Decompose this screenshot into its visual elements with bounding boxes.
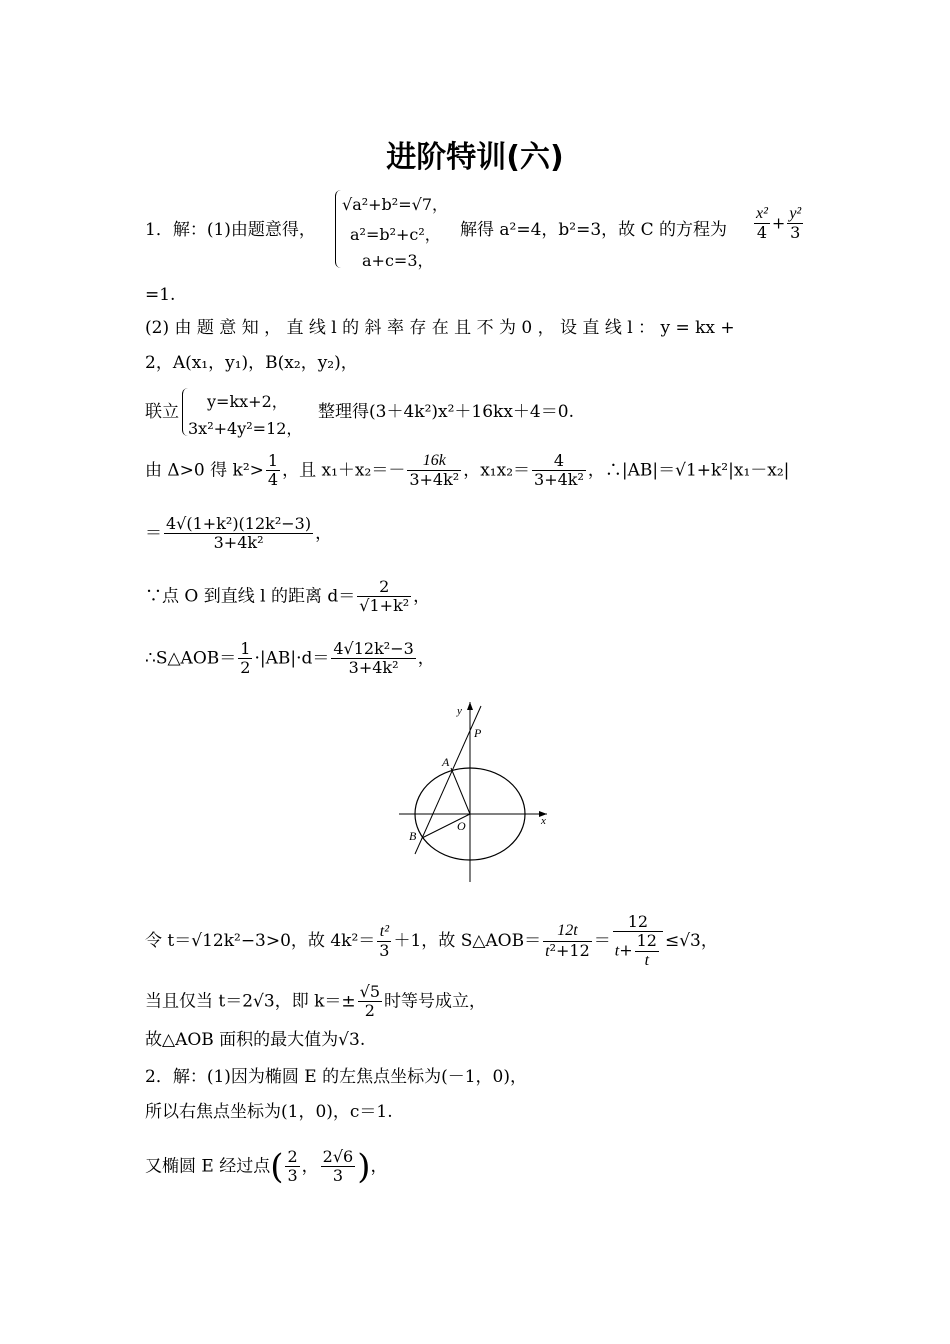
distance-line: ∵点 O 到直线 l 的距离 d＝ $\frac{2}{\text{√1+k²}}$ ，: [145, 577, 431, 616]
label-a: A: [442, 755, 450, 769]
sys-row-3: a+c=3，: [362, 251, 434, 270]
label-y: y: [457, 705, 462, 717]
sys-row-1: √a²+b²=√7，: [342, 195, 448, 214]
ellipse-eq: $\frac{\text{x²}}{4}$ + $\frac{\text{y²}}{3}$: [756, 205, 802, 243]
p2-line2: 所以右焦点坐标为(1，0)，c＝1.: [145, 1102, 393, 1122]
area-line: ∴S△AOB＝ $\frac{1}{2}$ ·|AB|·d＝ $\frac{\text{4√12k²−3}}{\text{3+4k²}}$ ，: [145, 639, 435, 678]
equality-line: 当且仅当 t＝2√3，即 k＝± $\frac{√5}{2}$ 时等号成立，: [145, 982, 487, 1021]
p2-line3: 又椭圆 E 经过点( $\frac{2}{3}$ ， $\frac{2√6}{3}$ )，: [145, 1146, 388, 1187]
line-l: [415, 706, 481, 854]
ab-line: ＝ $\frac{\text{4√(1+k²)(12k²−3)}}{\text{3+4k²}}$ ，: [145, 514, 333, 553]
sys2-row-2: 3x²+4y²=12，: [188, 419, 303, 438]
sys-row-2: a²=b²+c²，: [350, 225, 441, 244]
label-p: P: [474, 726, 482, 740]
ellipse-figure: [395, 700, 555, 885]
y-arrow: [467, 702, 473, 710]
delta-line: 由 Δ>0 得 k²> $\frac{1}{4}$ ，且 x₁＋x₂＝－ $\frac{16k}{\text{3+4k²}}$ ，x₁x₂＝ $\frac{4}{\text{3+4k²}}$ ，∴|AB|＝√1+k²|x₁－x₂|: [145, 451, 790, 490]
zhengli-text: 整理得(3＋4k²)x²＋16kx＋4＝0.: [318, 402, 574, 422]
p1-intro: 1．解：(1)由题意得，: [145, 220, 316, 240]
segment-oa: [451, 768, 470, 814]
label-o: O: [457, 819, 466, 833]
label-x: x: [541, 815, 546, 827]
let-t-line: 令 t＝√12k²−3>0，故 4k²＝ $\frac{\text{t²}}{3}$ ＋1，故 S△AOB＝ $\frac{12t}{\text{t²+12}}$ ＝ 12 t+ $\frac{12}{t}$ ≤√3，: [145, 912, 718, 969]
p2-line1: 2．解：(1)因为椭圆 E 的左焦点坐标为(－1，0)，: [145, 1067, 528, 1087]
sys2-row-1: y=kx+2，: [207, 392, 288, 411]
eq-end: =1.: [145, 285, 176, 305]
solve-text: 解得 a²=4，b²=3，故 C 的方程为: [460, 220, 727, 240]
max-area-line: 故△AOB 面积的最大值为√3.: [145, 1030, 366, 1050]
label-b: B: [409, 829, 417, 843]
lianli-label: 联立: [145, 402, 179, 422]
part2-line2: 2，A(x₁，y₁)，B(x₂，y₂)，: [145, 353, 358, 373]
page-title: 进阶特训(六): [386, 140, 564, 175]
part2-line1: (2) 由 题 意 知 ， 直 线 l 的 斜 率 存 在 且 不 为 0 ， 设 直 线 l ： y = kx +: [145, 318, 735, 338]
